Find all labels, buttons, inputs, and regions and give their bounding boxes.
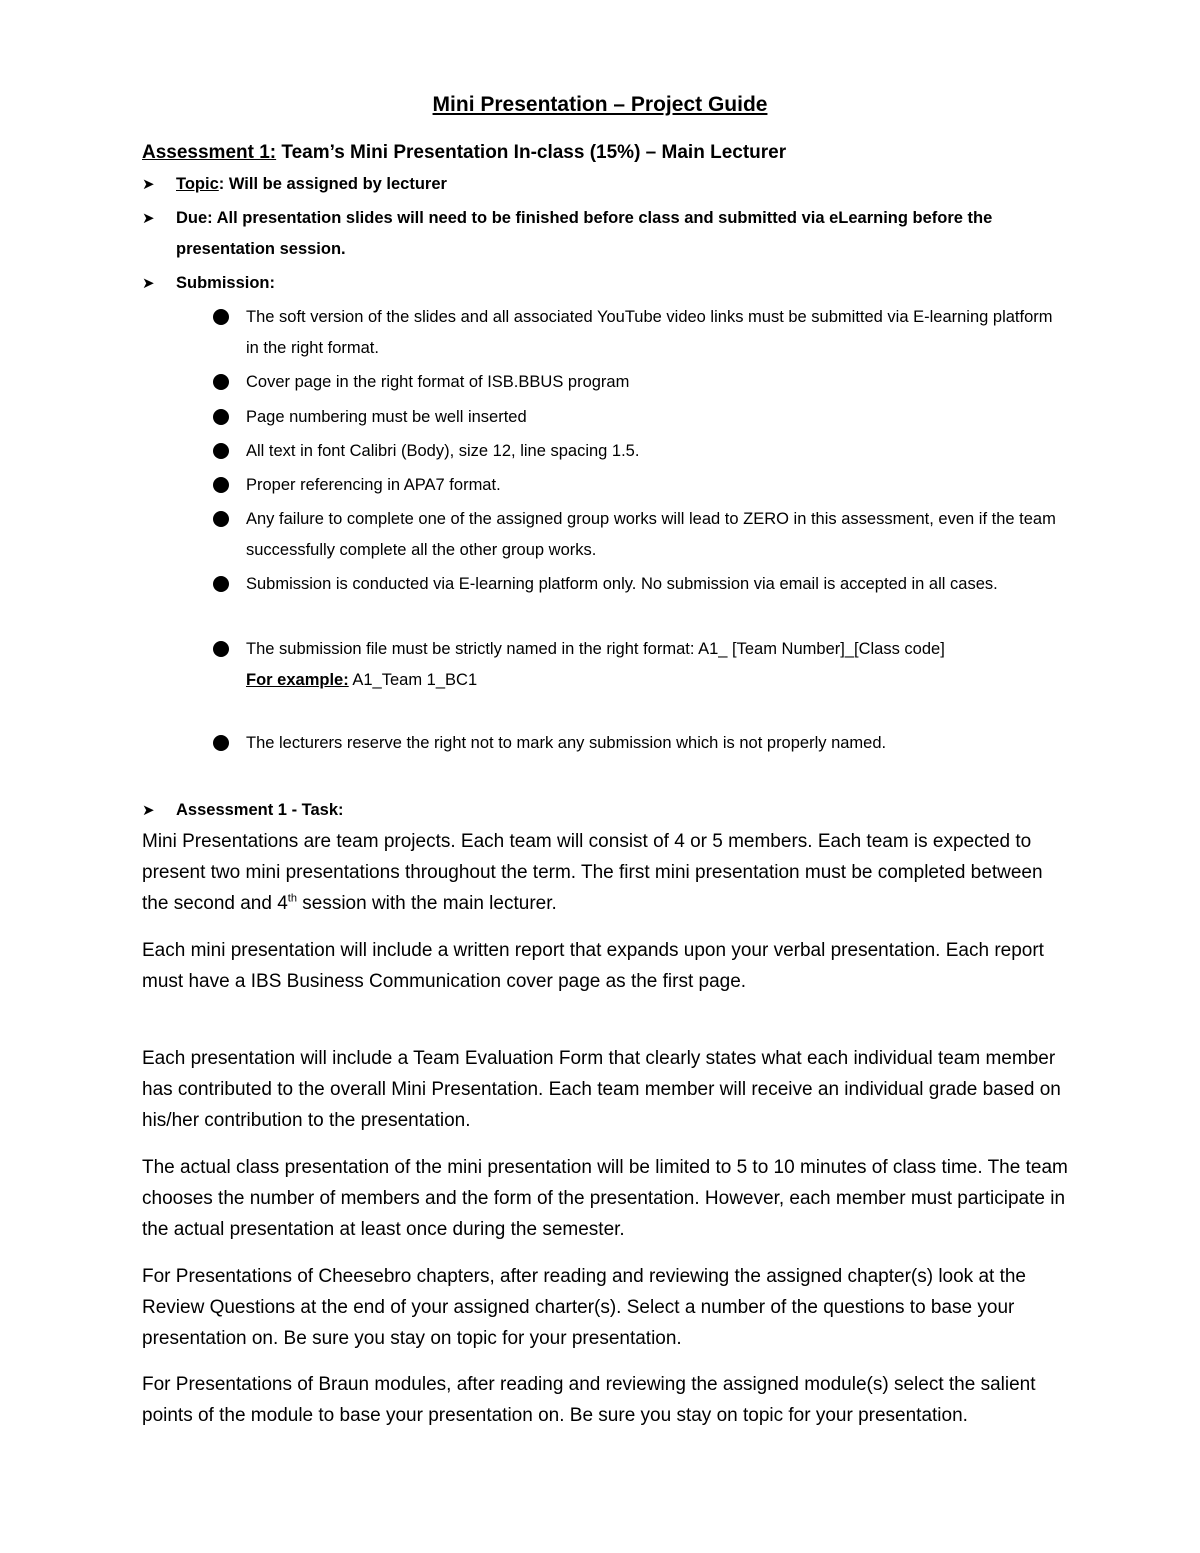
assessment-heading bbox=[142, 138, 1102, 168]
submission-item-text: Any failure to complete one of the assigned group works will lead to ZERO in this assessment, even if the team successfully complete all the other group works. bbox=[246, 510, 1056, 559]
arrow-bullet-icon: ➤ bbox=[142, 210, 155, 227]
bullet-dot-icon bbox=[213, 309, 229, 325]
submission-item bbox=[246, 367, 1066, 398]
bullet-dot-icon bbox=[213, 735, 229, 751]
bullet-dot-icon bbox=[213, 374, 229, 390]
page-title: Mini Presentation – Project Guide bbox=[432, 93, 768, 116]
assessment-label: Assessment 1: bbox=[142, 142, 277, 163]
bullet-dot-icon bbox=[213, 443, 229, 459]
bullet-dot-icon bbox=[213, 511, 229, 527]
task-heading: Assessment 1 - Task: bbox=[176, 801, 344, 819]
submission-item bbox=[246, 470, 1066, 501]
submission-item-text: The soft version of the slides and all associated YouTube video links must be submitted via E-learning platform in the right format. bbox=[246, 308, 1053, 357]
task-paragraph: Each presentation will include a Team Evaluation Form that clearly states what each individual team member has contributed to the overall Mini Presentation. Each team member will receive an individual grade based on his/her contribution to the presentation. bbox=[142, 1048, 1061, 1131]
example-value: A1_Team 1_BC1 bbox=[348, 671, 478, 689]
task-paragraph: For Presentations of Cheesebro chapters, after reading and reviewing the assigned chapter(s) look at the Review Questions at the end of your assigned charter(s). Select a number of the questions to base your presentation on. Be sure you stay on topic for your presentation. bbox=[142, 1266, 1027, 1349]
topic-item bbox=[142, 169, 1071, 200]
arrow-bullet-icon: ➤ bbox=[142, 802, 155, 819]
bullet-dot-icon bbox=[213, 641, 229, 657]
submission-item-text: Cover page in the right format of ISB.BBUS program bbox=[246, 373, 630, 391]
topic-label: Topic bbox=[176, 175, 219, 193]
task-heading-item bbox=[142, 795, 1071, 826]
example-label: For example: bbox=[246, 671, 349, 689]
submission-item bbox=[246, 569, 1066, 600]
arrow-bullet-icon: ➤ bbox=[142, 275, 155, 292]
submission-item-text: Page numbering must be well inserted bbox=[246, 408, 527, 426]
submission-item-text: Submission is conducted via E-learning platform only. No submission via email is accepted in all cases. bbox=[246, 575, 998, 593]
submission-item-text: The lecturers reserve the right not to mark any submission which is not properly named. bbox=[246, 734, 887, 752]
arrow-bullet-icon: ➤ bbox=[142, 176, 155, 193]
submission-item bbox=[246, 728, 1066, 759]
task-paragraph: The actual class presentation of the mini presentation will be limited to 5 to 10 minutes of class time. The team chooses the number of members and the form of the presentation. However, each member must participate in the actual presentation at least once during the semester. bbox=[142, 1157, 1068, 1240]
bullet-dot-icon bbox=[213, 409, 229, 425]
topic-text: : Will be assigned by lecturer bbox=[218, 175, 447, 193]
due-item bbox=[142, 203, 1071, 265]
submission-item bbox=[246, 302, 1066, 364]
submission-item bbox=[246, 504, 1066, 566]
bullet-dot-icon bbox=[213, 477, 229, 493]
bullet-dot-icon bbox=[213, 576, 229, 592]
submission-item-text: All text in font Calibri (Body), size 12, line spacing 1.5. bbox=[246, 442, 640, 460]
submission-item bbox=[246, 436, 1066, 467]
assessment-heading-text: Team’s Mini Presentation In-class (15%) – Main Lecturer bbox=[276, 142, 787, 163]
filename-example bbox=[246, 665, 1066, 696]
due-text: Due: All presentation slides will need to be finished before class and submitted via eLearning before the presentation session. bbox=[176, 209, 993, 258]
submission-item bbox=[246, 634, 1066, 696]
submission-item bbox=[246, 402, 1066, 433]
task-paragraph: For Presentations of Braun modules, after reading and reviewing the assigned module(s) select the salient points of the module to base your presentation on. Be sure you stay on topic for your presentation. bbox=[142, 1374, 1036, 1426]
submission-heading-item bbox=[142, 268, 1071, 299]
submission-heading: Submission: bbox=[176, 274, 276, 292]
task-paragraph: Each mini presentation will include a written report that expands upon your verbal presentation. Each report must have a IBS Business Communication cover page as the first page. bbox=[142, 940, 1044, 992]
submission-item-text: Proper referencing in APA7 format. bbox=[246, 476, 501, 494]
submission-item-text: The submission file must be strictly named in the right format: A1_ [Team Number]_[Class code] bbox=[246, 640, 945, 658]
task-paragraph: Mini Presentations are team projects. Each team will consist of 4 or 5 members. Each team is expected to present two mini presentations throughout the term. The first mini presentation must be completed between the second and 4th session with the main lecturer. bbox=[142, 831, 1043, 914]
